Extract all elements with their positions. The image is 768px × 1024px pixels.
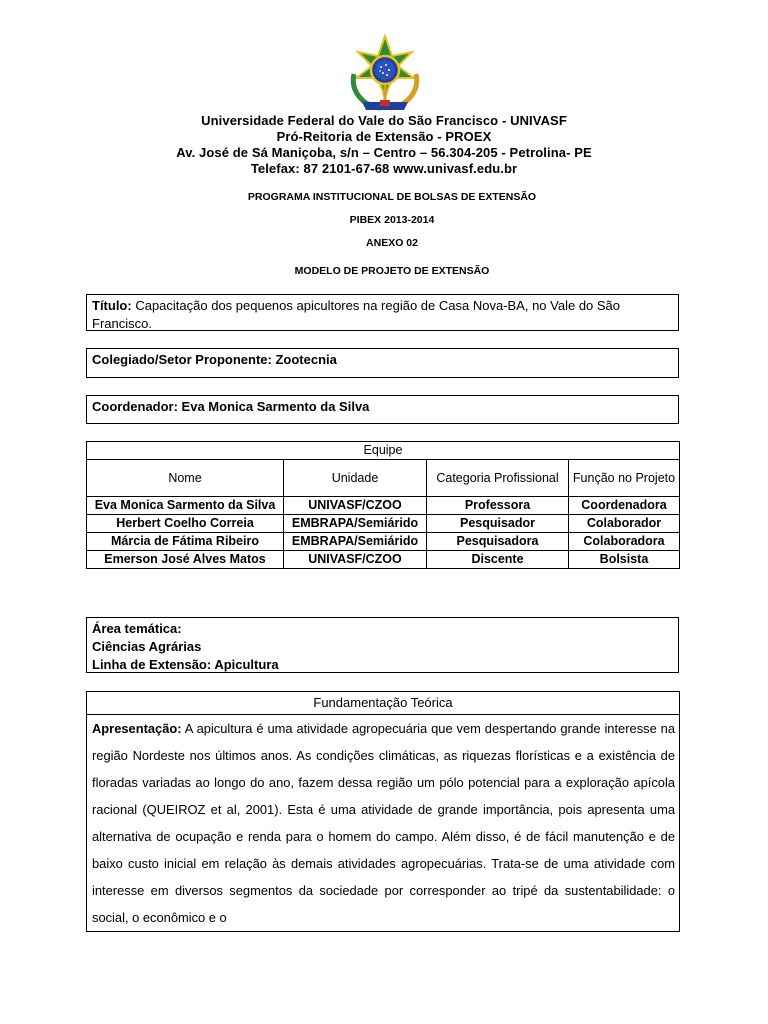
column-header: Nome [87, 460, 284, 497]
apresentacao-body: A apicultura é uma atividade agropecuária que vem despertando grande interesse na região Nordeste nos últimos anos. As condições climáticas, as riquezas florísticas e a existência de floradas variadas ao longo do ano, fazem dessa região um pólo potencial para a exploração apícola racional (QUEIROZ et al, 2001). Esta é uma atividade de grande importância, pois apresenta uma alternativa de ocupação e renda para o homem do campo. Além disso, é de fácil manutenção e de baixo custo inicial em relação às demais atividades agropecuárias. Trata-se de uma atividade com interesse em diversos segmentos da sociedade por corresponder ao tripé da sustentabilidade: o social, o econômico e o [92, 721, 675, 925]
table-cell: Pesquisadora [427, 533, 569, 551]
table-cell: EMBRAPA/Semiárido [284, 533, 427, 551]
table-cell: Pesquisador [427, 515, 569, 533]
team-caption: Equipe [87, 442, 680, 460]
annex-label: ANEXO 02 [366, 237, 418, 249]
colegiado-box: Colegiado/Setor Proponente: Zootecnia [86, 348, 679, 378]
table-cell: Emerson José Alves Matos [87, 551, 284, 569]
apresentacao-label: Apresentação: [92, 721, 182, 736]
coordenador-box: Coordenador: Eva Monica Sarmento da Silva [86, 395, 679, 424]
brazil-coat-of-arms-icon [340, 34, 430, 114]
program-edition: PIBEX 2013-2014 [349, 214, 435, 226]
area-tematica-box [86, 617, 679, 673]
extension-line: Linha de Extensão: Apicultura [92, 657, 279, 672]
contact-line: Telefax: 87 2101-67-68 www.univasf.edu.br [250, 161, 518, 176]
title-label: Título: [92, 298, 132, 313]
fundamentacao-title: Fundamentação Teórica [87, 692, 679, 715]
university-name: Universidade Federal do Vale do São Francisco - UNIVASF [201, 113, 567, 128]
table-row [87, 533, 680, 551]
table-cell: UNIVASF/CZOO [284, 497, 427, 515]
table-cell: EMBRAPA/Semiárido [284, 515, 427, 533]
table-cell: Colaborador [569, 515, 680, 533]
area-label: Área temática: [92, 621, 182, 636]
table-row [87, 551, 680, 569]
dean-office: Pró-Reitoria de Extensão - PROEX [276, 129, 492, 144]
institution-header [0, 113, 768, 177]
column-header: Categoria Profissional [427, 460, 569, 497]
model-title: MODELO DE PROJETO DE EXTENSÃO [294, 265, 490, 277]
address: Av. José de Sá Maniçoba, s/n – Centro – 56.304-205 - Petrolina- PE [176, 145, 592, 160]
project-title: Capacitação dos pequenos apicultores na região de Casa Nova-BA, no Vale do São Francisco. [92, 298, 621, 331]
column-header: Unidade [284, 460, 427, 497]
table-row [87, 515, 680, 533]
table-cell: Coordenadora [569, 497, 680, 515]
table-cell: Colaboradora [569, 533, 680, 551]
program-name: PROGRAMA INSTITUCIONAL DE BOLSAS DE EXTENSÃO [247, 191, 537, 203]
project-title-box [86, 294, 679, 331]
table-row [87, 497, 680, 515]
table-cell: Discente [427, 551, 569, 569]
table-cell: Márcia de Fátima Ribeiro [87, 533, 284, 551]
table-cell: Eva Monica Sarmento da Silva [87, 497, 284, 515]
area-value: Ciências Agrárias [92, 639, 202, 654]
team-table [86, 441, 680, 569]
fundamentacao-box [86, 691, 680, 932]
table-cell: UNIVASF/CZOO [284, 551, 427, 569]
table-cell: Herbert Coelho Correia [87, 515, 284, 533]
table-cell: Professora [427, 497, 569, 515]
fundamentacao-text [87, 715, 679, 931]
column-header: Função no Projeto [569, 460, 680, 497]
table-cell: Bolsista [569, 551, 680, 569]
